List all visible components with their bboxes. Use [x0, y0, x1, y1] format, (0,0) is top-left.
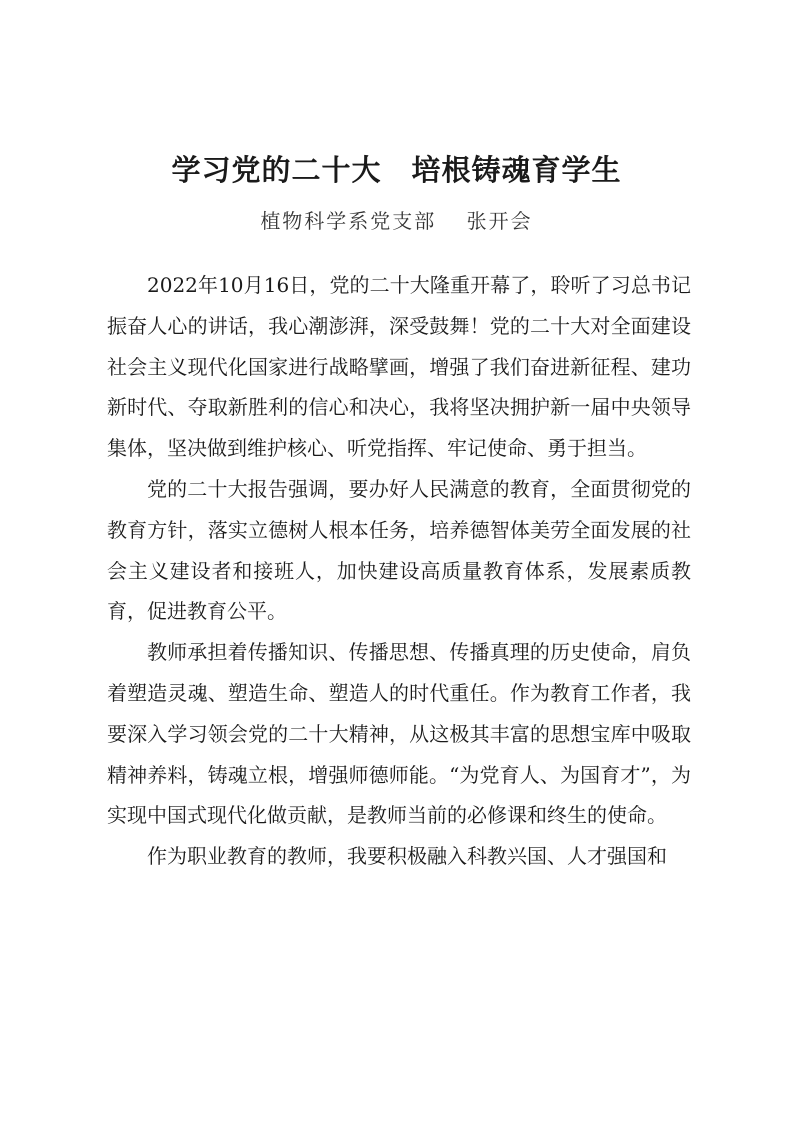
paragraph: 2022年10月16日，党的二十大隆重开幕了，聆听了习总书记振奋人心的讲话，我心潮澎湃，深受鼓舞！党的二十大对全面建设社会主义现代化国家进行战略擘画，增强了我们奋进新征程、建功新时代、夺取新胜利的信心和决心，我将坚决拥护新一届中央领导集体，坚决做到维护核心、听党指挥、牢记使命、勇于担当。	[107, 273, 691, 461]
document-title: 学习党的二十大 培根铸魂育学生	[171, 153, 622, 187]
paragraph: 党的二十大报告强调，要办好人民满意的教育，全面贯彻党的教育方针，落实立德树人根本任务，培养德智体美劳全面发展的社会主义建设者和接班人，加快建设高质量教育体系，发展素质教育，促进教育公平。	[107, 476, 691, 624]
paragraph: 教师承担着传播知识、传播思想、传播真理的历史使命，肩负着塑造灵魂、塑造生命、塑造人的时代重任。作为教育工作者，我要深入学习领会党的二十大精神，从这极其丰富的思想宝库中吸取精神养料，铸魂立根，增强师德师能。“为党育人、为国育才”，为实现中国式现代化做贡献，是教师当前的必修课和终生的使命。	[107, 640, 691, 828]
author-byline: 植物科学系党支部 张开会	[260, 209, 533, 233]
paragraph: 作为职业教育的教师，我要积极融入科教兴国、人才强国和	[147, 844, 667, 869]
document-body	[107, 265, 691, 877]
